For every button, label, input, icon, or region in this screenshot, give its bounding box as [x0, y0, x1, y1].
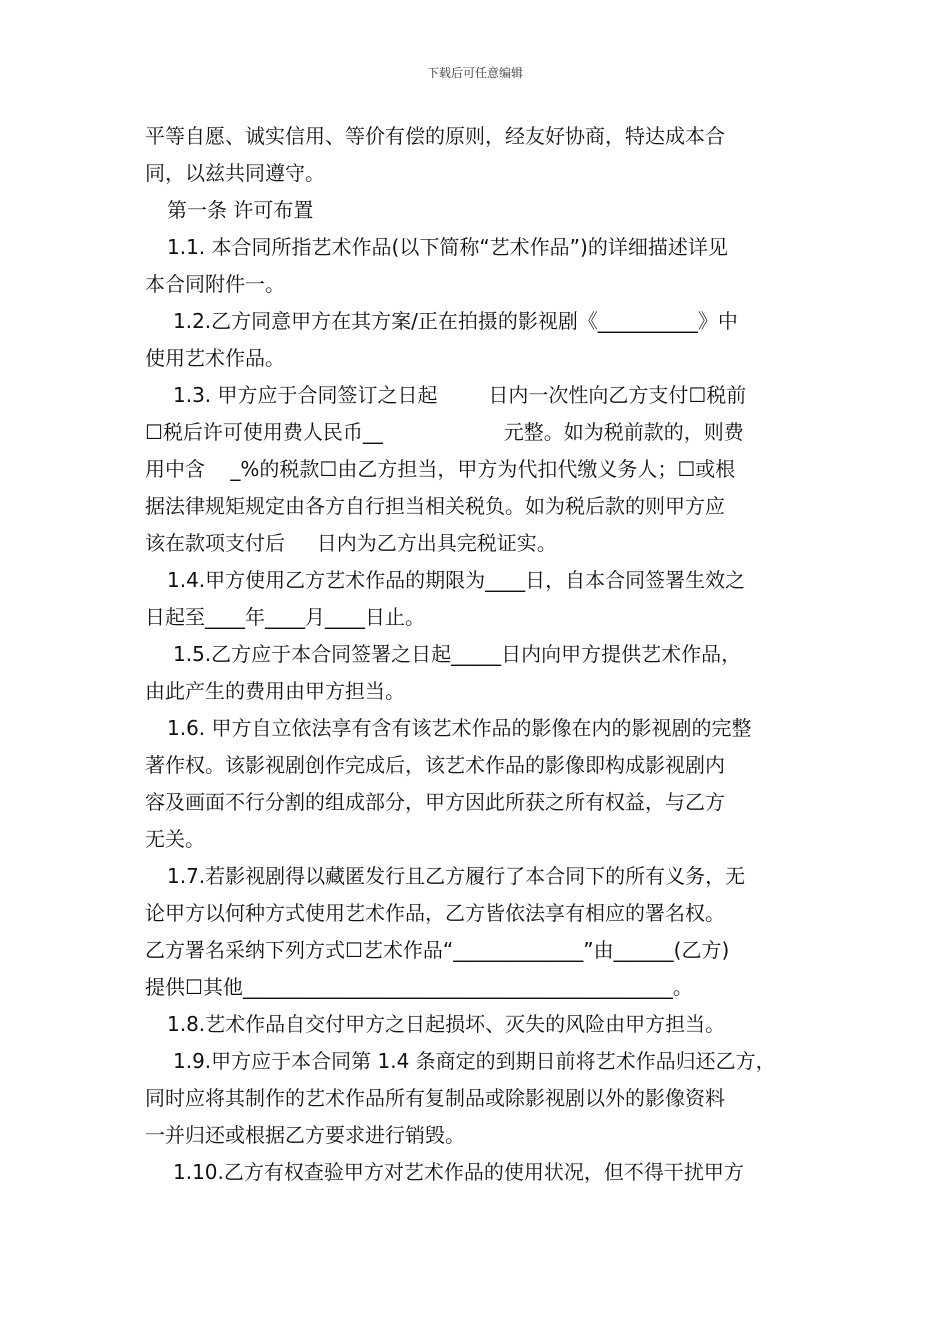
text-line: 1.5.乙方应于本合同签署之日起_____日内向甲方提供艺术作品，: [173, 642, 742, 666]
text-line: 1.1. 本合同所指艺术作品(以下简称“艺术作品”)的详细描述详见: [167, 235, 728, 259]
text-line: 一并归还或根据乙方要求进行销毁。: [145, 1123, 465, 1147]
text-line: 著作权。该影视剧创作完成后，该艺术作品的影像即构成影视剧内: [145, 753, 725, 777]
page-header: 下载后可任意编辑: [426, 66, 523, 80]
text-line: 据法律规矩规定由各方自行担当相关税负。如为税后款的则甲方应: [145, 494, 725, 518]
text-line: 用中含 _%的税款☐由乙方担当，甲方为代扣代缴义务人；☐或根: [145, 457, 736, 481]
text-line: 使用艺术作品。: [145, 346, 285, 370]
text-line: 该在款项支付后 日内为乙方出具完税证实。: [145, 531, 557, 555]
text-line: 无关。: [145, 827, 205, 851]
text-line: 论甲方以何种方式使用艺术作品，乙方皆依法享有相应的署名权。: [145, 901, 725, 925]
text-line: 提供☐其他___________________________________________。: [145, 975, 693, 999]
text-line: 1.6. 甲方自立依法享有含有该艺术作品的影像在内的影视剧的完整: [167, 716, 752, 740]
section-heading: 第一条 许可布置: [167, 198, 314, 222]
text-line: 1.2.乙方同意甲方在其方案/正在拍摄的影视剧《__________》中: [173, 309, 738, 333]
text-line: 由此产生的费用由甲方担当。: [145, 679, 405, 703]
text-line: 平等自愿、诚实信用、等价有偿的原则，经友好协商，特达成本合: [145, 124, 725, 148]
text-line: 1.7.若影视剧得以藏匿发行且乙方履行了本合同下的所有义务，无: [167, 864, 746, 888]
text-line: 1.3. 甲方应于合同签订之日起 日内一次性向乙方支付☐税前: [173, 383, 747, 407]
text-line: 同时应将其制作的艺术作品所有复制品或除影视剧以外的影像资料: [145, 1086, 725, 1110]
text-line: 乙方署名采纳下列方式☐艺术作品“_____________”由______(乙方): [145, 938, 730, 962]
text-line: 容及画面不行分割的组成部分，甲方因此所获之所有权益，与乙方: [145, 790, 725, 814]
text-line: 1.9.甲方应于本合同第 1.4 条商定的到期日前将艺术作品归还乙方，: [173, 1049, 776, 1073]
text-line: 1.8.艺术作品自交付甲方之日起损坏、灭失的风险由甲方担当。: [167, 1012, 726, 1036]
text-line: 本合同附件一。: [145, 272, 285, 296]
text-line: 日起至____年____月____日止。: [145, 605, 425, 629]
contract-body: [145, 118, 807, 1191]
text-line: 1.4.甲方使用乙方艺术作品的期限为____日，自本合同签署生效之: [167, 568, 746, 592]
text-line: ☐税后许可使用费人民币__ 元整。如为税前款的，则费: [145, 420, 744, 444]
text-line: 1.10.乙方有权查验甲方对艺术作品的使用状况，但不得干扰甲方: [173, 1160, 744, 1184]
text-line: 同，以兹共同遵守。: [145, 161, 325, 185]
